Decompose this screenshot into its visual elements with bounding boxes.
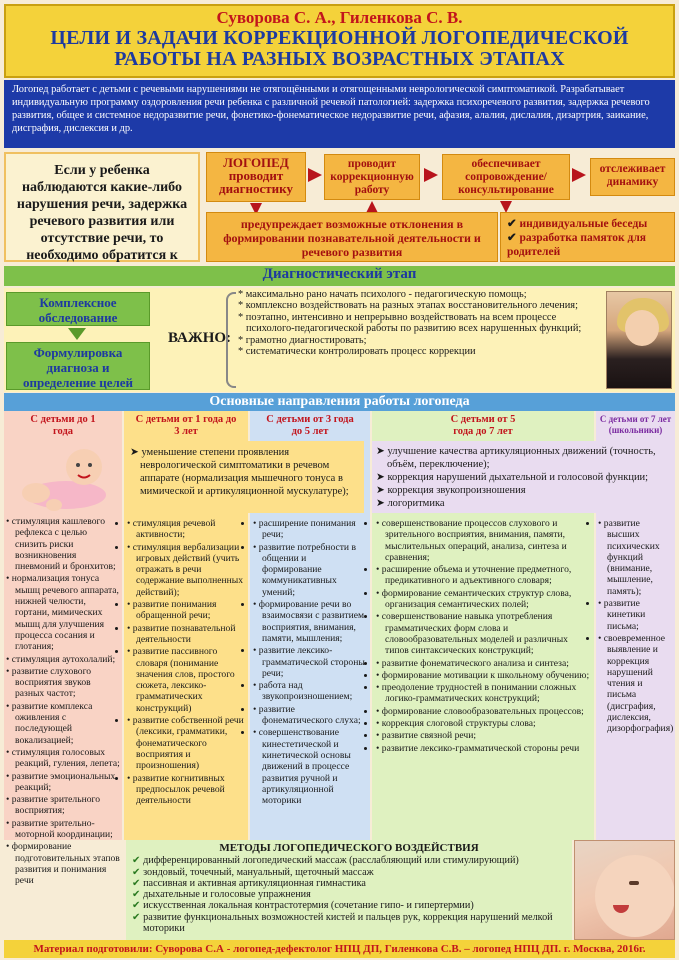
- diag-step-diagnosis: Формулировка диагноза и определение целей: [6, 342, 150, 390]
- list-item: • • расширение объема и уточнение предметного, предикативного и адъективного словаря;: [376, 564, 590, 587]
- girl-photo: [606, 291, 672, 389]
- intro-text: Логопед работает с детьми с речевыми нарушениями не отягощёнными и отягощенными неврологической симптоматикой. Разрабатывает индивидуальную программу оздоровления речи ребенка с различной речевой патологией: задержка психоречевого развития, задержка речевого развития, общее и системное недоразвитие речи, фонетико-фонематическое недоразвитие речи, афазия, алалия, дислалия, дизартрия, заикание, дисграфия, дислексия и др.: [4, 80, 675, 148]
- list-item: • • стимуляция речевой активности;: [127, 518, 245, 541]
- method-item: ✔ развитие функциональных возможностей кистей и пальцев рук, коррекция нарушений мелкой моторики: [132, 912, 566, 935]
- actions-box: [500, 212, 675, 262]
- list-item: • • стимуляция вербализации игровых действий (учить отражать в речи содержание выполненных действий);: [127, 542, 245, 598]
- method-item: ✔ дыхательные и голосовые упражнения: [132, 889, 566, 900]
- list-item: • • формирование семантических структур слова, организация семантических полей;: [376, 588, 590, 611]
- important-list: [238, 289, 598, 357]
- diagnostic-bar: Диагностический этап: [4, 266, 675, 286]
- list-item: • • развитие фонематического анализа и синтеза;: [376, 658, 590, 669]
- list-item: • • совершенствование навыка употребления грамматических форм слова и словообразовательных моделей и различных типов синтаксических конструкций;: [376, 611, 590, 656]
- column-head: С детьми от 1 года до 3 лет: [135, 414, 237, 437]
- list-item: • • развитие связной речи;: [376, 730, 590, 741]
- list-item: • • развитие познавательной деятельности: [127, 623, 245, 646]
- baby-illustration: [14, 445, 114, 513]
- diag-step-exam: Комплексное обследование: [6, 292, 150, 326]
- important-item: * грамотно диагностировать;: [238, 335, 598, 346]
- if-child-box: Если у ребенка наблюдаются какие-либо нарушения речи, задержка речевого развития или отсутствие речи, то необходимо обратится к: [4, 152, 200, 262]
- column-head: С детьми до 1 года: [30, 414, 96, 437]
- list-item: • • стимуляция аутохолалий;: [6, 654, 120, 665]
- list-item: • • развитие собственной речи (лексики, грамматики, фонематического восприятия и произношения): [127, 715, 245, 771]
- list-item: • • развитие зрительного восприятия;: [6, 794, 120, 817]
- list-item: • • развитие эмоциональных реакций;: [6, 771, 120, 794]
- list-item: • • развитие фонематического слуха;: [253, 704, 367, 727]
- methods-box: [126, 840, 572, 940]
- method-item: ✔ искусственная локальная контрастотермия (сочетание гипо- и гипертермии): [132, 900, 566, 911]
- list-item: • • расширение понимания речи;: [253, 518, 367, 541]
- title-line-2: РАБОТЫ НА РАЗНЫХ ВОЗРАСТНЫХ ЭТАПАХ: [114, 48, 565, 70]
- important-item: * комплексно воздействовать на разных этапах восстановительного лечения;: [238, 300, 598, 311]
- poster-header: [4, 4, 675, 78]
- list-item: • • развитие слухового восприятия звуков разных частот;: [6, 666, 120, 700]
- important-label: ВАЖНО:: [168, 330, 232, 346]
- important-item: * систематически контролировать процесс коррекции: [238, 346, 598, 357]
- list-item: • • нормализация тонуса мышц речевого аппарата, нижней челюсти, гортани, мимических мышц для улучшения процесса сосания и глотания;: [6, 573, 120, 652]
- list-item: • • развитие зрительно-моторной координации;: [6, 818, 120, 841]
- column-head: С детьми от 3 года до 5 лет: [266, 414, 354, 437]
- arrow-right-icon: [572, 168, 586, 182]
- wide-item: ➤ коррекция звукопроизношения: [376, 484, 671, 497]
- list-item: • • своевременное выявление и коррекция нарушений чтения и письма (дисграфия, дислексия, дизорфография): [598, 633, 674, 735]
- method-item: ✔ зондовый, точечный, мануальный, щеточный массаж: [132, 867, 566, 878]
- list-item: • • коррекция слоговой структуры слова;: [376, 718, 590, 729]
- method-item: ✔ дифференцированный логопедический массаж (расслабляющий или стимулирующий): [132, 855, 566, 866]
- list-item: • • преодоление трудностей в понимании сложных логико-грамматических конструкций;: [376, 682, 590, 705]
- list-item: • • формирование словообразовательных процессов;: [376, 706, 590, 717]
- list-item: • • развитие высших психических функций (внимание, мышление, память);: [598, 518, 674, 597]
- list-item: • • развитие понимания обращенной речи;: [127, 599, 245, 622]
- list-5-7: [376, 518, 590, 755]
- list-item: • • стимуляция голосовых реакций, гуления, лепета;: [6, 747, 120, 770]
- list-item: • • формирование мотивации к школьному обучению;: [376, 670, 590, 681]
- list-item: • • развитие пассивного словаря (понимание значения слов, простого сюжета, лексико-грамматических конструкций): [127, 646, 245, 714]
- logoped-box: ЛОГОПЕД проводит диагностику: [206, 152, 306, 202]
- wide-item: ➤ коррекция нарушений дыхательной и голосовой функции;: [376, 471, 671, 484]
- list-3-5: [253, 518, 367, 807]
- wide-item: ➤ уменьшение степени проявления неврологической симптоматики в речевом аппарате (нормализация мышечного тонуса в мимической и артикуляционной мускулатуре);: [130, 446, 358, 498]
- authors: Суворова С. А., Гиленкова С. В.: [216, 8, 463, 27]
- important-item: * максимально рано начать психолого - педагогическую помощь;: [238, 289, 598, 300]
- list-item: • • развитие кинетики письма;: [598, 598, 674, 632]
- important-item: * поэтапно, интенсивно и непрерывно воздействовать на всем процессе психолого-педагогической работы по развитию всех нарушенных функций;: [238, 312, 598, 335]
- action-item: ✔ индивидуальные беседы: [507, 217, 668, 231]
- list-item: • • развитие когнитивных предпосылок речевой деятельности: [127, 773, 245, 807]
- wide-list-1-3: [124, 441, 364, 513]
- arrow-right-icon: [308, 168, 322, 182]
- list-1-3: [127, 518, 245, 807]
- arrow-down-icon: [68, 328, 86, 340]
- support-box: обеспечивает сопровождение/ консультирование: [442, 154, 570, 200]
- column-head: С детьми от 7 лет (школьники): [599, 414, 672, 435]
- correction-box: проводит коррекционную работу: [324, 154, 420, 200]
- child-photo: [574, 840, 675, 940]
- list-item: • • работа над звукопроизношением;: [253, 680, 367, 703]
- directions-bar: Основные направления работы логопеда: [4, 393, 675, 411]
- action-item: ✔ разработка памяток для родителей: [507, 231, 668, 259]
- title-line-1: ЦЕЛИ И ЗАДАЧИ КОРРЕКЦИОННОЙ ЛОГОПЕДИЧЕСКОЙ: [50, 27, 629, 49]
- prevents-box: предупреждает возможные отклонения в формировании познавательной деятельности и речевого развития: [206, 212, 498, 262]
- list-item: • • совершенствование процессов слухового и зрительного восприятия, внимания, памяти, мыслительных операций, анализа, синтеза и сравнения;: [376, 518, 590, 563]
- list-item: • • развитие лексико-грамматической стороны речи: [376, 743, 590, 754]
- wide-item: ➤ улучшение качества артикуляционных движений (точность, объём, переключение);: [376, 445, 671, 471]
- dynamics-box: отслеживает динамику: [590, 158, 675, 196]
- list-item: • • формирование подготовительных этапов развития и понимания речи: [6, 841, 120, 886]
- list-item: • • развитие комплекса оживления с последующей вокализацией;: [6, 701, 120, 746]
- list-item: • • развитие потребности в общении и формирование коммуникативных умений;: [253, 542, 367, 598]
- methods-title: МЕТОДЫ ЛОГОПЕДИЧЕСКОГО ВОЗДЕЙСТВИЯ: [219, 842, 479, 854]
- brace: [226, 292, 236, 388]
- list-item: • • совершенствование кинестетической и кинетической основы движений в процессе развития ручной и артикуляционной моторики: [253, 727, 367, 806]
- list-item: • • формирование речи во взаимосвязи с развитием восприятия, внимания, памяти, мышления;: [253, 599, 367, 644]
- arrow-right-icon: [424, 168, 438, 182]
- footer-credits: Материал подготовили: Суворова С.А - логопед-дефектолог НПЦ ДП, Гиленкова С.В. – логопед НПЦ ДП. г. Москва, 2016г.: [4, 940, 675, 958]
- list-under-1: [6, 516, 120, 888]
- list-item: • • развитие лексико-грамматической стороны речи;: [253, 645, 367, 679]
- list-7-plus: [598, 518, 674, 736]
- method-item: ✔ пассивная и активная артикуляционная гимнастика: [132, 878, 566, 889]
- list-item: • • стимуляция кашлевого рефлекса с целью снизить риски возникновения пневмоний и бронхитов;: [6, 516, 120, 572]
- wide-list-5-plus: [372, 441, 675, 513]
- column-head: С детьми от 5 года до 7 лет: [450, 414, 516, 437]
- wide-item: ➤ логоритмика: [376, 497, 671, 510]
